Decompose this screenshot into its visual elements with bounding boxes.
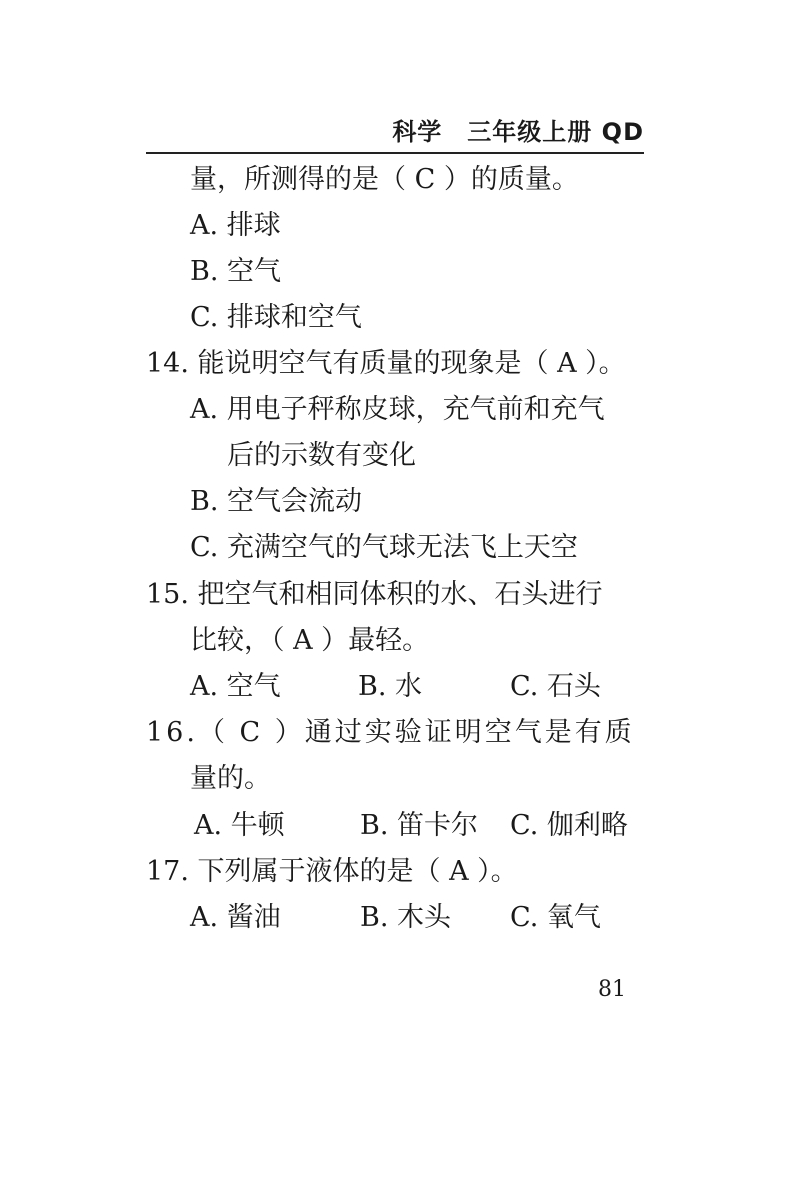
q14-option-c: C. 充满空气的气球无法飞上天空 xyxy=(190,532,578,563)
q14-option-b: B. 空气会流动 xyxy=(190,486,363,517)
q16-stem: 16.（ C ）通过实验证明空气是有质 xyxy=(146,717,635,748)
q15-options xyxy=(190,670,650,704)
page-header xyxy=(146,110,644,154)
header-title: 科学 三年级上册 QD xyxy=(392,118,644,146)
q15-option-c: C. 石头 xyxy=(510,671,601,702)
page-number: 81 xyxy=(598,977,626,1002)
q17-option-a: A. 酱油 xyxy=(190,902,281,933)
q17-stem: 17. 下列属于液体的是（ A ）。 xyxy=(146,856,518,887)
q13-option-c: C. 排球和空气 xyxy=(190,302,362,333)
q14-option-a-continuation: 后的示数有变化 xyxy=(227,440,416,471)
q15-stem: 15. 把空气和相同体积的水、石头进行 xyxy=(146,579,603,610)
q16-option-b: B. 笛卡尔 xyxy=(360,810,479,841)
q15-option-b: B. 水 xyxy=(358,671,423,702)
q17-option-b: B. 木头 xyxy=(360,902,452,933)
q17-option-c: C. 氧气 xyxy=(510,902,601,933)
q16-stem-continuation: 量的。 xyxy=(190,763,271,794)
q14-stem: 14. 能说明空气有质量的现象是（ A ）。 xyxy=(146,348,626,379)
q13-option-a: A. 排球 xyxy=(190,210,281,241)
q13-option-b: B. 空气 xyxy=(190,256,282,287)
q16-options xyxy=(190,809,650,843)
q15-stem-continuation: 比较，（ A ）最轻。 xyxy=(190,625,430,656)
q13-stem-continuation: 量，所测得的是（ C ）的质量。 xyxy=(190,164,579,195)
q14-option-a: A. 用电子秤称皮球，充气前和充气 xyxy=(190,394,605,425)
q17-options xyxy=(190,901,650,935)
q16-option-c: C. 伽利略 xyxy=(510,810,628,841)
q15-option-a: A. 空气 xyxy=(190,671,281,702)
q16-option-a: A. 牛顿 xyxy=(194,810,285,841)
